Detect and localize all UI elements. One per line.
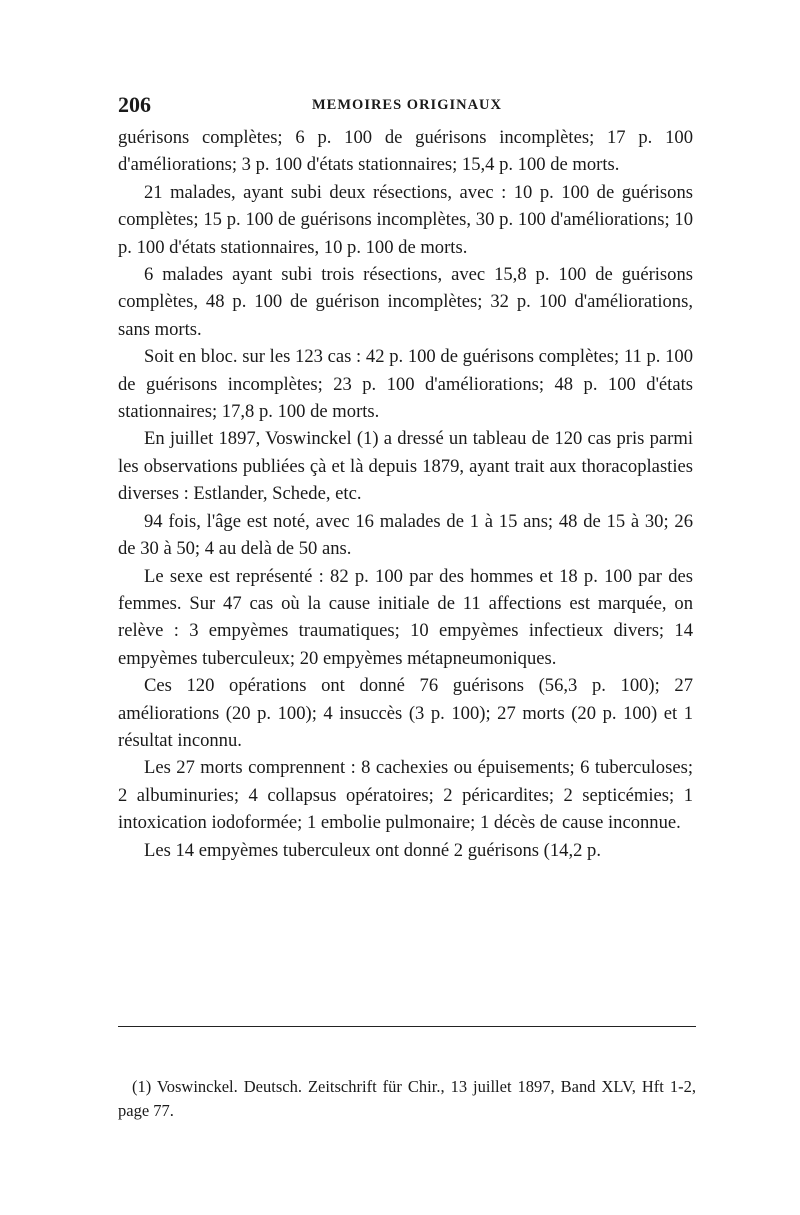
page-number: 206: [118, 92, 151, 117]
running-head: [118, 92, 693, 120]
paragraph: guérisons complètes; 6 p. 100 de guérisons incomplètes; 17 p. 100 d'améliorations; 3 p. 100 d'états stationnaires; 15,4 p. 100 de morts.: [118, 127, 693, 176]
paragraph: Les 14 empyèmes tuberculeux ont donné 2 guérisons (14,2 p.: [144, 839, 601, 861]
body-text: [118, 124, 693, 864]
paragraph: 21 malades, ayant subi deux résections, avec : 10 p. 100 de guérisons complètes; 15 p. 100 de guérisons incomplètes, 30 p. 100 d'améliorations; 10 p. 100 d'états stationnaires, 10 p. 100 de morts.: [118, 181, 693, 258]
paragraph: Le sexe est représenté : 82 p. 100 par des hommes et 18 p. 100 par des femmes. Sur 47 cas où la cause initiale de 11 affections est marquée, on relève : 3 empyèmes traumatiques; 10 empyèmes infectieux divers; 14 empyèmes tuberculeux; 20 empyèmes métapneumoniques.: [118, 565, 693, 669]
paragraph: 6 malades ayant subi trois résections, avec 15,8 p. 100 de guérisons complètes, 48 p. 100 de guérison incomplètes; 32 p. 100 d'améliorations, sans morts.: [118, 264, 693, 340]
paragraph: 94 fois, l'âge est noté, avec 16 malades de 1 à 15 ans; 48 de 15 à 30; 26 de 30 à 50; 4 au delà de 50 ans.: [118, 510, 693, 560]
paragraph: Soit en bloc. sur les 123 cas : 42 p. 100 de guérisons complètes; 11 p. 100 de guérisons incomplètes; 23 p. 100 d'améliorations; 48 p. 100 d'états stationnaires; 17,8 p. 100 de morts.: [118, 346, 693, 423]
paragraph: En juillet 1897, Voswinckel (1) a dressé un tableau de 120 cas pris parmi les observations publiées çà et là depuis 1879, ayant trait aux thoracoplasties diverses : Estlander, Schede, etc.: [118, 428, 693, 505]
footnote-rule: [118, 1026, 696, 1027]
paragraph: Les 27 morts comprennent : 8 cachexies ou épuisements; 6 tuberculoses; 2 albuminuries; 4 collapsus opératoires; 2 péricardites; 2 septicémies; 1 intoxication iodoformée; 1 embolie pulmonaire; 1 décès de cause inconnue.: [118, 757, 693, 834]
paragraph: Ces 120 opérations ont donné 76 guérisons (56,3 p. 100); 27 améliorations (20 p. 100); 4 insuccès (3 p. 100); 27 morts (20 p. 100) et 1 résultat inconnu.: [118, 675, 693, 751]
running-title: MEMOIRES ORIGINAUX: [312, 97, 502, 113]
footnote: (1) Voswinckel. Deutsch. Zeitschrift für Chir., 13 juillet 1897, Band XLV, Hft 1-2, page 77.: [118, 1076, 696, 1120]
